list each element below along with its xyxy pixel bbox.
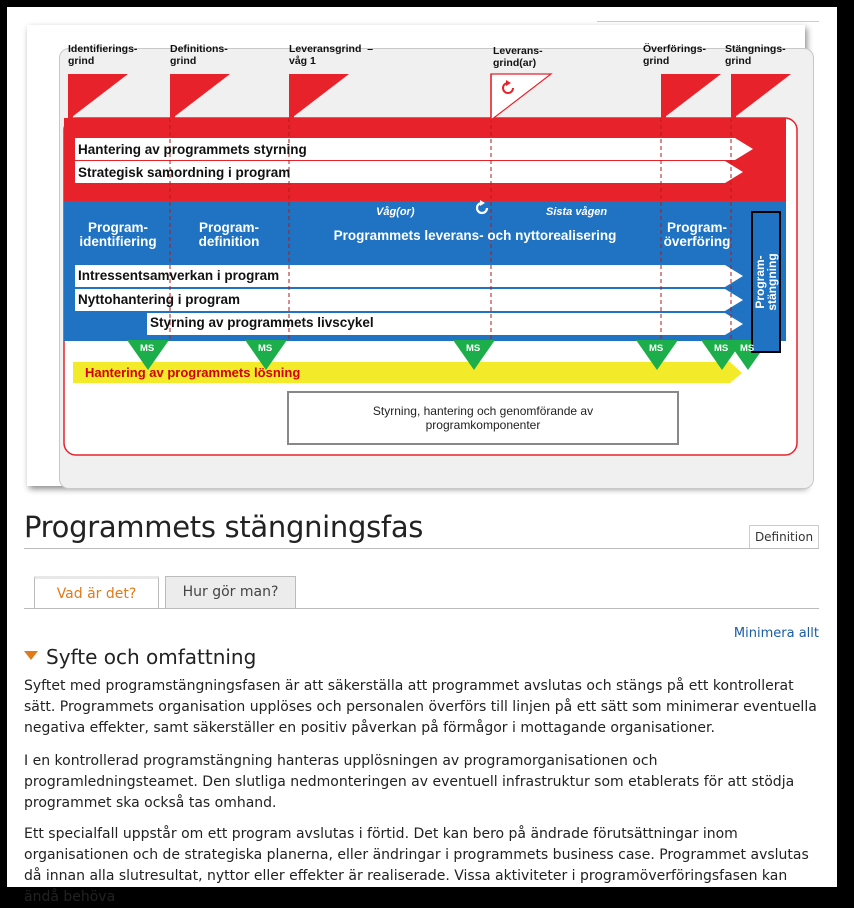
lifecycle-bar-label: Styrning av programmets livscykel — [150, 315, 374, 330]
gate-label-identification: Identifierings- grind — [68, 43, 138, 67]
paragraph-purpose: Syftet med programstängningsfasen är att säkerställa att programmet avslutas och stängs på ett kontrollerat sätt. Programmets organisation upplöses och personalen överförs till linjen på ett sätt som minimerar eventuella negativa effekter, samt säkerställer en positiv påverkan på förmågor i mottagande organisationer. — [24, 678, 817, 736]
milestone-label: MS — [649, 343, 664, 354]
collapse-triangle-icon[interactable] — [24, 651, 38, 660]
last-wave-label: Sista vågen — [546, 206, 608, 218]
gate-flag-icon — [68, 74, 128, 120]
milestone-label: MS — [714, 343, 729, 354]
strategic-bar-label: Strategisk samordning i program — [78, 165, 291, 180]
tab-what-is-it[interactable]: Vad är det? — [34, 576, 159, 609]
solution-bar-label: Hantering av programmets lösning — [85, 365, 301, 380]
stakeholder-bar-label: Intressentsamverkan i program — [78, 268, 280, 283]
paragraph-controlled-closure: I en kontrollerad programstängning hanteras upplösningen av programorganisationen och programledningsteamet. Den slutliga nedmonteringen av eventuell infrastruktur som etablerats för att stödja programmet ska också tas omhand. — [24, 753, 795, 811]
gate-label-delivery-wave1: Leveransgrind – våg 1 — [289, 43, 374, 67]
gate-label-transfer: Överförings- grind — [643, 43, 707, 67]
governance-bar-label: Hantering av programmets styrning — [78, 142, 307, 157]
milestone-label: MS — [466, 343, 481, 354]
tab-how-to[interactable]: Hur gör man? — [165, 576, 296, 609]
minimize-all-link[interactable]: Minimera allt — [733, 626, 819, 641]
paragraph-special-case: Ett specialfall uppstår om ett program avslutas i förtid. Det kan bero på ändrade förutsättningar inom organisationen och de strategiska planerna, eller ändringar i programmets business case. Programmet avslutas då innan alla slutresultat, nyttor eller effekter är realiserade. Vissa aktiviteter i programöverföringsfasen kan ändå behöva — [24, 826, 809, 905]
gate-pole — [68, 74, 73, 120]
tabs-divider — [24, 608, 819, 609]
gate-pole — [661, 74, 666, 120]
milestone-label: MS — [740, 343, 755, 354]
component-box: Styrning, hantering och genomförande av programkomponenter — [287, 391, 679, 445]
title-divider — [24, 548, 819, 549]
page — [7, 7, 837, 905]
phase-transfer: Program- överföring — [663, 220, 731, 249]
gate-label-definition: Definitions- grind — [170, 43, 228, 67]
gate-pole — [731, 74, 736, 120]
gate-flag-icon — [661, 74, 721, 120]
section-title: Syfte och omfattning — [46, 645, 257, 669]
phase-closing-highlight — [751, 211, 781, 353]
waves-label: Våg(or) — [376, 206, 415, 218]
delivery-gate-flag-icon — [491, 74, 551, 120]
milestone-label: MS — [140, 343, 155, 354]
gate-flag-icon — [170, 74, 230, 120]
phase-definition: Program- definition — [198, 220, 260, 249]
section-header[interactable] — [24, 645, 256, 669]
phase-identification: Program- identifiering — [79, 220, 157, 249]
gate-label-delivery: Leverans- grind(ar) — [493, 45, 543, 69]
gate-flag-icon — [731, 74, 791, 120]
benefits-bar-label: Nyttohantering i program — [78, 292, 241, 307]
milestone-label: MS — [258, 343, 273, 354]
phase-delivery: Programmets leverans- och nyttorealisering — [333, 228, 617, 243]
definition-button[interactable]: Definition — [749, 525, 819, 549]
page-title: Programmets stängningsfas — [24, 510, 424, 544]
gate-flags — [68, 74, 791, 120]
lifecycle-figure — [27, 25, 805, 486]
gate-flag-icon — [289, 74, 349, 120]
header-divider — [597, 21, 819, 22]
gate-pole — [289, 74, 294, 120]
gate-label-closing: Stängnings- grind — [725, 43, 786, 67]
gate-pole — [170, 74, 175, 120]
phase-closing-label: Program- stängning — [753, 253, 779, 311]
